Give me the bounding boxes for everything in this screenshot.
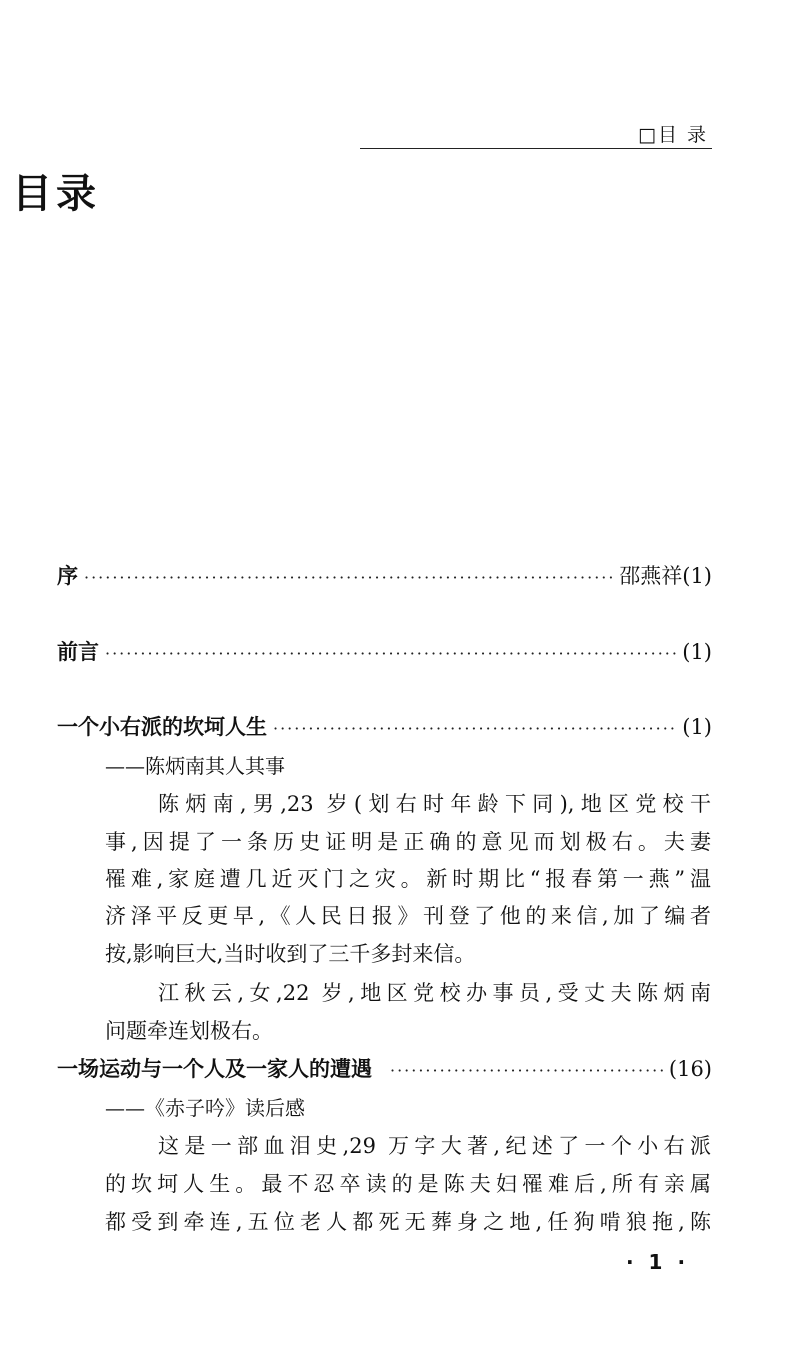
entry-page: (16) (668, 1057, 712, 1081)
summary-line: 罹难,家庭遭几近灭门之灾。新时期比“报春第一燕”温 (105, 867, 711, 891)
summary-line: 这是一部血泪史,29 万字大著,纪述了一个小右派 (158, 1134, 711, 1158)
summary-line: 陈炳南,男,23 岁(划右时年龄下同),地区党校干 (158, 792, 711, 816)
running-head-text: □目 录 (638, 124, 708, 146)
summary-line: 江秋云,女,22 岁,地区党校办事员,受丈夫陈炳南 (158, 981, 711, 1005)
summary-line: 济泽平反更早,《人民日报》刊登了他的来信,加了编者 (105, 904, 711, 928)
page-number: · 1 · (626, 1250, 690, 1274)
summary-line: 问题牵连划极右。 (105, 1019, 273, 1043)
toc-entry-foreword[interactable] (57, 636, 712, 670)
page-title: 目录 (12, 171, 100, 217)
entry-title: 一个小右派的坎坷人生 (57, 715, 267, 739)
summary-line: 的坎坷人生。最不忍卒读的是陈夫妇罹难后,所有亲属 (105, 1172, 711, 1196)
entry-title: 序 (57, 564, 78, 588)
entry-title: 一场运动与一个人及一家人的遭遇 (57, 1057, 372, 1081)
dot-leader (105, 644, 676, 663)
entry-page: 邵燕祥(1) (619, 564, 712, 588)
dot-leader (390, 1061, 663, 1080)
entry-subtitle: ——陈炳南其人其事 (105, 754, 285, 778)
entry-page: (1) (682, 640, 712, 664)
entry-title: 前言 (57, 640, 99, 664)
entry-subtitle: ——《赤子吟》读后感 (105, 1096, 305, 1120)
dot-leader (273, 719, 676, 738)
summary-line: 都受到牵连,五位老人都死无葬身之地,任狗啃狼拖,陈 (105, 1210, 711, 1234)
toc-entry-chapter-1[interactable] (57, 711, 712, 745)
summary-line: 事,因提了一条历史证明是正确的意见而划极右。夫妻 (105, 830, 711, 854)
toc-entry-preface[interactable] (57, 560, 712, 594)
toc-entry-chapter-2[interactable] (57, 1053, 712, 1087)
dot-leader (84, 568, 613, 587)
entry-page: (1) (682, 715, 712, 739)
running-head (360, 120, 712, 149)
summary-line: 按,影响巨大,当时收到了三千多封来信。 (105, 942, 476, 966)
